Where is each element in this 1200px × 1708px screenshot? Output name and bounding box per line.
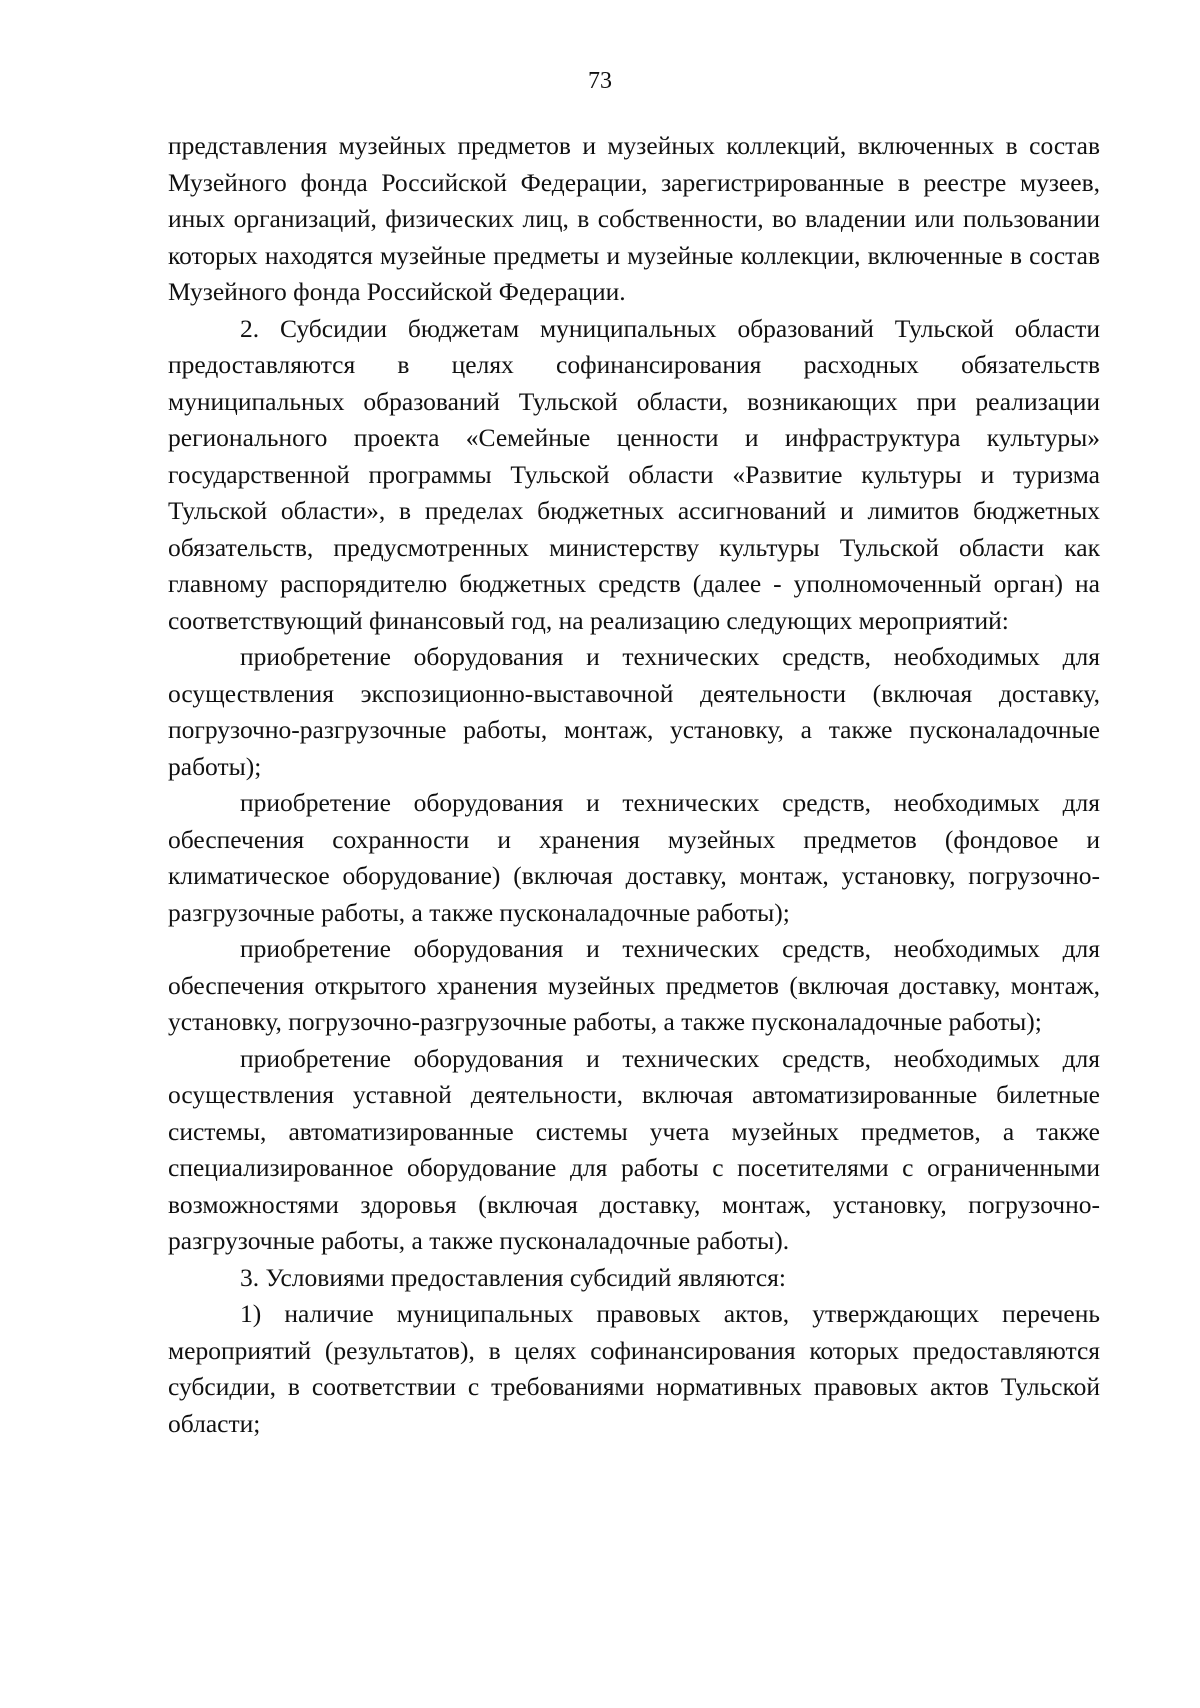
paragraph-continuation: представления музейных предметов и музейных коллекций, включенных в состав Музейного фонда Российской Федерации, зарегистрированные в реестре музеев, иных организаций, физических лиц, в собственности, во владении или пользовании которых находятся музейные предметы и музейные коллекции, включенные в состав Музейного фонда Российской Федерации. xyxy=(168,131,1100,306)
paragraph-condition-1: 1) наличие муниципальных правовых актов, утверждающих перечень мероприятий (результатов), в целях софинансирования которых предоставляются субсидии, в соответствии с требованиями нормативных правовых актов Тульской области; xyxy=(168,1299,1100,1438)
paragraph-item-3-conditions: 3. Условиями предоставления субсидий являются: xyxy=(240,1262,786,1292)
paragraph-item-2-subsidies: 2. Субсидии бюджетам муниципальных образований Тульской области предоставляются в целях софинансирования расходных обязательств муниципальных образований Тульской области, возникающих при реализации регионального проекта «Семейные ценности и инфраструктура культуры» государственной программы Тульской области «Развитие культуры и туризма Тульской области», в пределах бюджетных ассигнований и лимитов бюджетных обязательств, предусмотренных министерству культуры Тульской области как главному распорядителю бюджетных средств (далее - уполномоченный орган) на соответствующий финансовый год, на реализацию следующих мероприятий: xyxy=(168,313,1100,635)
page-number: 73 xyxy=(588,68,612,94)
paragraph-exhibition-equipment: приобретение оборудования и технических средств, необходимых для осуществления экспозиционно-выставочной деятельности (включая доставку, погрузочно-разгрузочные работы, монтаж, установку, а также пусконаладочные работы); xyxy=(168,642,1100,781)
paragraph-statutory-activity-equipment: приобретение оборудования и технических средств, необходимых для осуществления уставной деятельности, включая автоматизированные билетные системы, автоматизированные системы учета музейных предметов, а также специализированное оборудование для работы с посетителями с ограниченными возможностями здоровья (включая доставку, монтаж, установку, погрузочно-разгрузочные работы, а также пусконаладочные работы). xyxy=(168,1043,1100,1255)
document-body xyxy=(168,128,1100,1442)
paragraph-open-storage-equipment: приобретение оборудования и технических средств, необходимых для обеспечения открытого хранения музейных предметов (включая доставку, монтаж, установку, погрузочно-разгрузочные работы, а также пусконаладочные работы); xyxy=(168,934,1100,1036)
paragraph-storage-equipment: приобретение оборудования и технических средств, необходимых для обеспечения сохранности и хранения музейных предметов (фондовое и климатическое оборудование) (включая доставку, монтаж, установку, погрузочно-разгрузочные работы, а также пусконаладочные работы); xyxy=(168,788,1100,927)
